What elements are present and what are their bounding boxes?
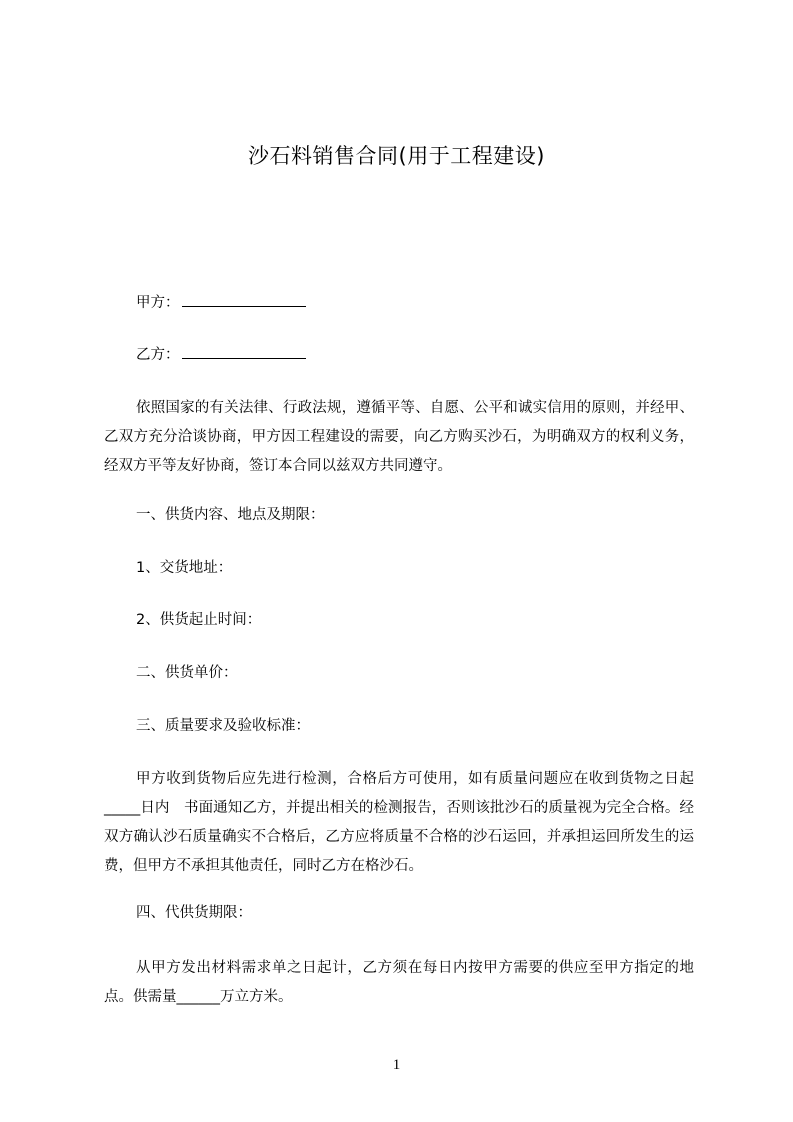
party-a-blank bbox=[182, 292, 306, 307]
section1-heading: 一、供货内容、地点及期限： bbox=[136, 507, 325, 523]
party-a-line bbox=[136, 290, 306, 316]
item1-delivery-address: 1、交货地址： bbox=[136, 560, 233, 576]
intro-paragraph: 依照国家的有关法律、行政法规，遵循平等、自愿、公平和诚实信用的原则，并经甲、乙双方充分洽谈协商，甲方因工程建设的需要，向乙方购买沙石，为明确双方的权利义务，经双方平等友好协商，签订本合同以兹双方共同遵守。 bbox=[104, 400, 694, 474]
section3-heading: 三、质量要求及验收标准： bbox=[136, 718, 310, 734]
party-a-label: 甲方： bbox=[136, 295, 180, 311]
document-title: 沙石料销售合同(用于工程建设) bbox=[248, 144, 545, 168]
section2-heading: 二、供货单价： bbox=[136, 665, 238, 681]
section3-paragraph: 甲方收到货物后应先进行检测，合格后方可使用，如有质量问题应在收到货物之日起_____日内 书面通知乙方，并提出相关的检测报告，否则该批沙石的质量视为完全合格。经双方确认沙石质量确实不合格后，乙方应将质量不合格的沙石运回，并承担运回所发生的运费，但甲方不承担其他责任，同时乙方在格沙石。 bbox=[104, 771, 694, 874]
party-b-label: 乙方： bbox=[136, 347, 180, 363]
party-b-line bbox=[136, 342, 306, 368]
item2-supply-period: 2、供货起止时间： bbox=[136, 612, 262, 628]
page-number: 1 bbox=[392, 1057, 401, 1073]
section4-paragraph: 从甲方发出材料需求单之日起计，乙方须在每日内按甲方需要的供应至甲方指定的地点。供需量______万立方米。 bbox=[104, 960, 694, 1005]
party-b-blank bbox=[182, 344, 306, 359]
section4-heading: 四、代供货期限： bbox=[136, 905, 252, 921]
